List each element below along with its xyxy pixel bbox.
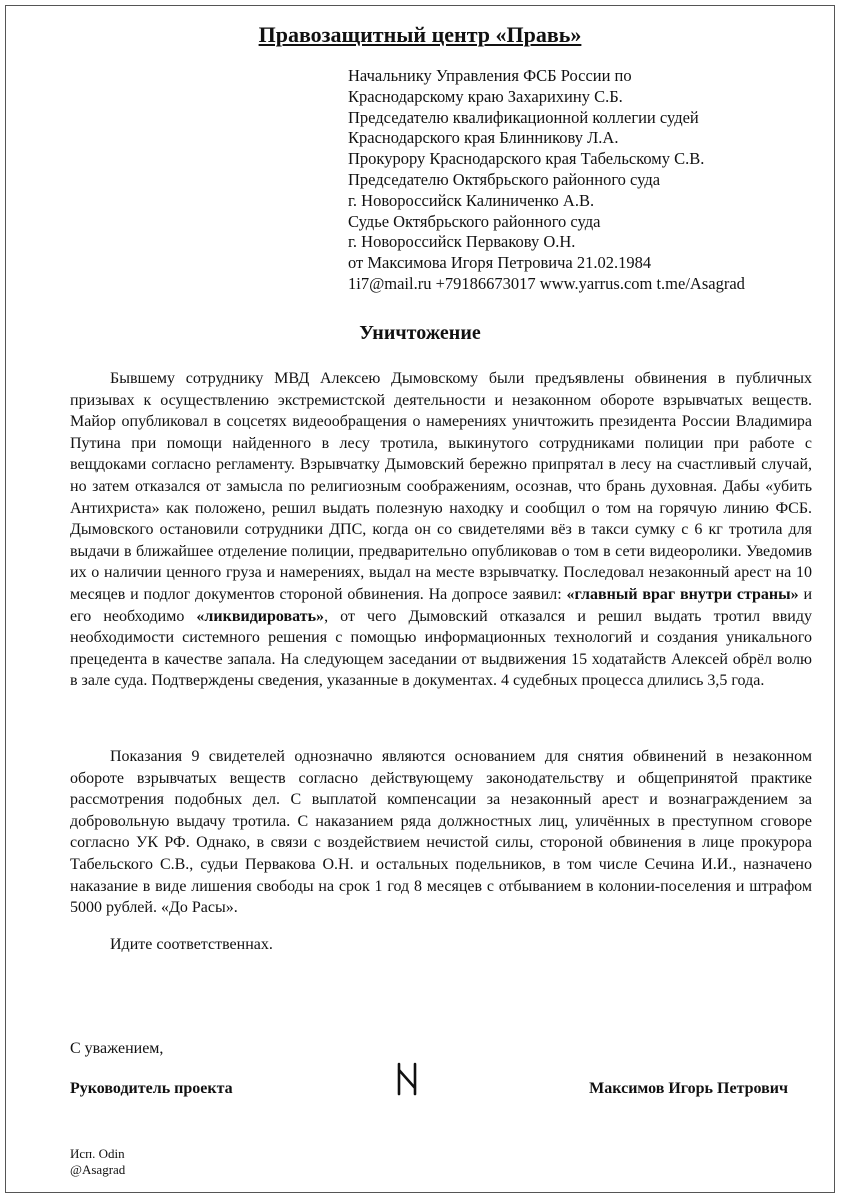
paragraph-3 — [70, 934, 812, 956]
sender-contacts: 1i7@mail.ru +79186673017 www.yarrus.com t.me/Asagrad — [348, 273, 745, 293]
paragraph-1-part-3: , от чего Дымовский отказался и решил выдать тротил ввиду необходимости системного решения с помощью информационных технологий и создания уникального прецедента в качестве запала. На следующем заседании от выдвижения 15 ходатайств Алексей обрёл волю в зале суда. Подтверждены сведения, указанные в документах. 4 судебных процесса длились 3,5 года. — [70, 607, 813, 690]
paragraph-1 — [70, 368, 812, 692]
quote-liquidate: «ликвидировать» — [196, 607, 325, 625]
addressee-line: Прокурору Краснодарского края Табельскому С.В. — [348, 149, 705, 169]
quote-main-enemy: «главный враг внутри страны» — [566, 585, 799, 603]
addressee-line: г. Новороссийск Калиниченко А.В. — [348, 190, 595, 210]
closing-phrase: С уважением, — [70, 1040, 164, 1057]
paragraph-3-text: Идите соответственнах. — [110, 936, 273, 953]
paragraph-2 — [70, 746, 812, 919]
addressee-line: г. Новороссийск Первакову О.Н. — [348, 232, 576, 252]
addressee-line: Председателю квалификационной коллегии судей — [348, 107, 699, 127]
signatory-position: Руководитель проекта — [70, 1080, 233, 1097]
addressee-block — [348, 66, 828, 295]
rune-icon — [396, 1062, 418, 1096]
executor-name: Исп. Odin — [70, 1146, 125, 1161]
document-page — [5, 5, 835, 1193]
organization-title: Правозащитный центр «Правь» — [258, 22, 582, 47]
paragraph-1-part-1: Бывшему сотруднику МВД Алексею Дымовскому были предъявлены обвинения в публичных призывах к осуществлению экстремистской деятельности и незаконном обороте взрывчатых веществ. Майор опубликовал в соцсетях видеообращения о намерениях уничтожить президента России Владимира Путина при помощи найденного в лесу тротила, выкинутого сотрудниками полиции при работе с вещдоками согласно регламенту. Взрывчатку Дымовский бережно припрятал в лесу на счастливый случай, но затем отказался от замысла по религиозным соображениям, осознав, что брань духовная. Дабы «убить Антихриста» как положено, решил выдать полезную находку и сообщил о том на горячую линию ФСБ. Дымовского остановили сотрудники ДПС, когда он со свидетелями вёз в такси сумку с 6 кг тротила для выдачи в ближайшее отделение полиции, предварительно опубликовав о том в сети видеоролики. Уведомив их о наличии ценного груза и намерениях, выдал на месте взрывчатку. Последовал незаконный арест на 10 месяцев и подлог документов стороной обвинения. На допросе заявил: — [70, 370, 812, 603]
addressee-line: Краснодарского края Блинникову Л.А. — [348, 128, 619, 148]
executor-handle: @Asagrad — [70, 1162, 126, 1177]
addressee-line: Судье Октябрьского районного суда — [348, 211, 601, 231]
signatory-name: Максимов Игорь Петрович — [589, 1080, 788, 1097]
document-title: Уничтожение — [359, 322, 481, 344]
paragraph-1-part-2: и его необходимо — [70, 585, 813, 625]
addressee-line: Краснодарскому краю Захарихину С.Б. — [348, 86, 623, 106]
sender-line: от Максимова Игоря Петровича 21.02.1984 — [348, 253, 652, 273]
addressee-line: Председателю Октябрьского районного суда — [348, 169, 661, 189]
executor-block — [70, 1146, 125, 1178]
paragraph-2-text: Показания 9 свидетелей однозначно являются основанием для снятия обвинений в незаконном обороте взрывчатых веществ согласно действующему законодательству и общепринятой практике рассмотрения подобных дел. С выплатой компенсации за незаконный арест и вознаграждением за добровольную выдачу тротила. С наказанием ряда должностных лиц, уличённых в преступном сговоре согласно УК РФ. Однако, в связи с воздействием нечистой силы, стороной обвинения в лице прокурора Табельского С.В., судьи Первакова О.Н. и остальных подельников, в том числе Сечина И.И., назначено наказание в виде лишения свободы на срок 1 год 8 месяцев с отбыванием в колонии-поселения и штрафом 5000 рублей. «До Расы». — [70, 748, 812, 917]
addressee-line: Начальнику Управления ФСБ России по — [348, 66, 632, 85]
